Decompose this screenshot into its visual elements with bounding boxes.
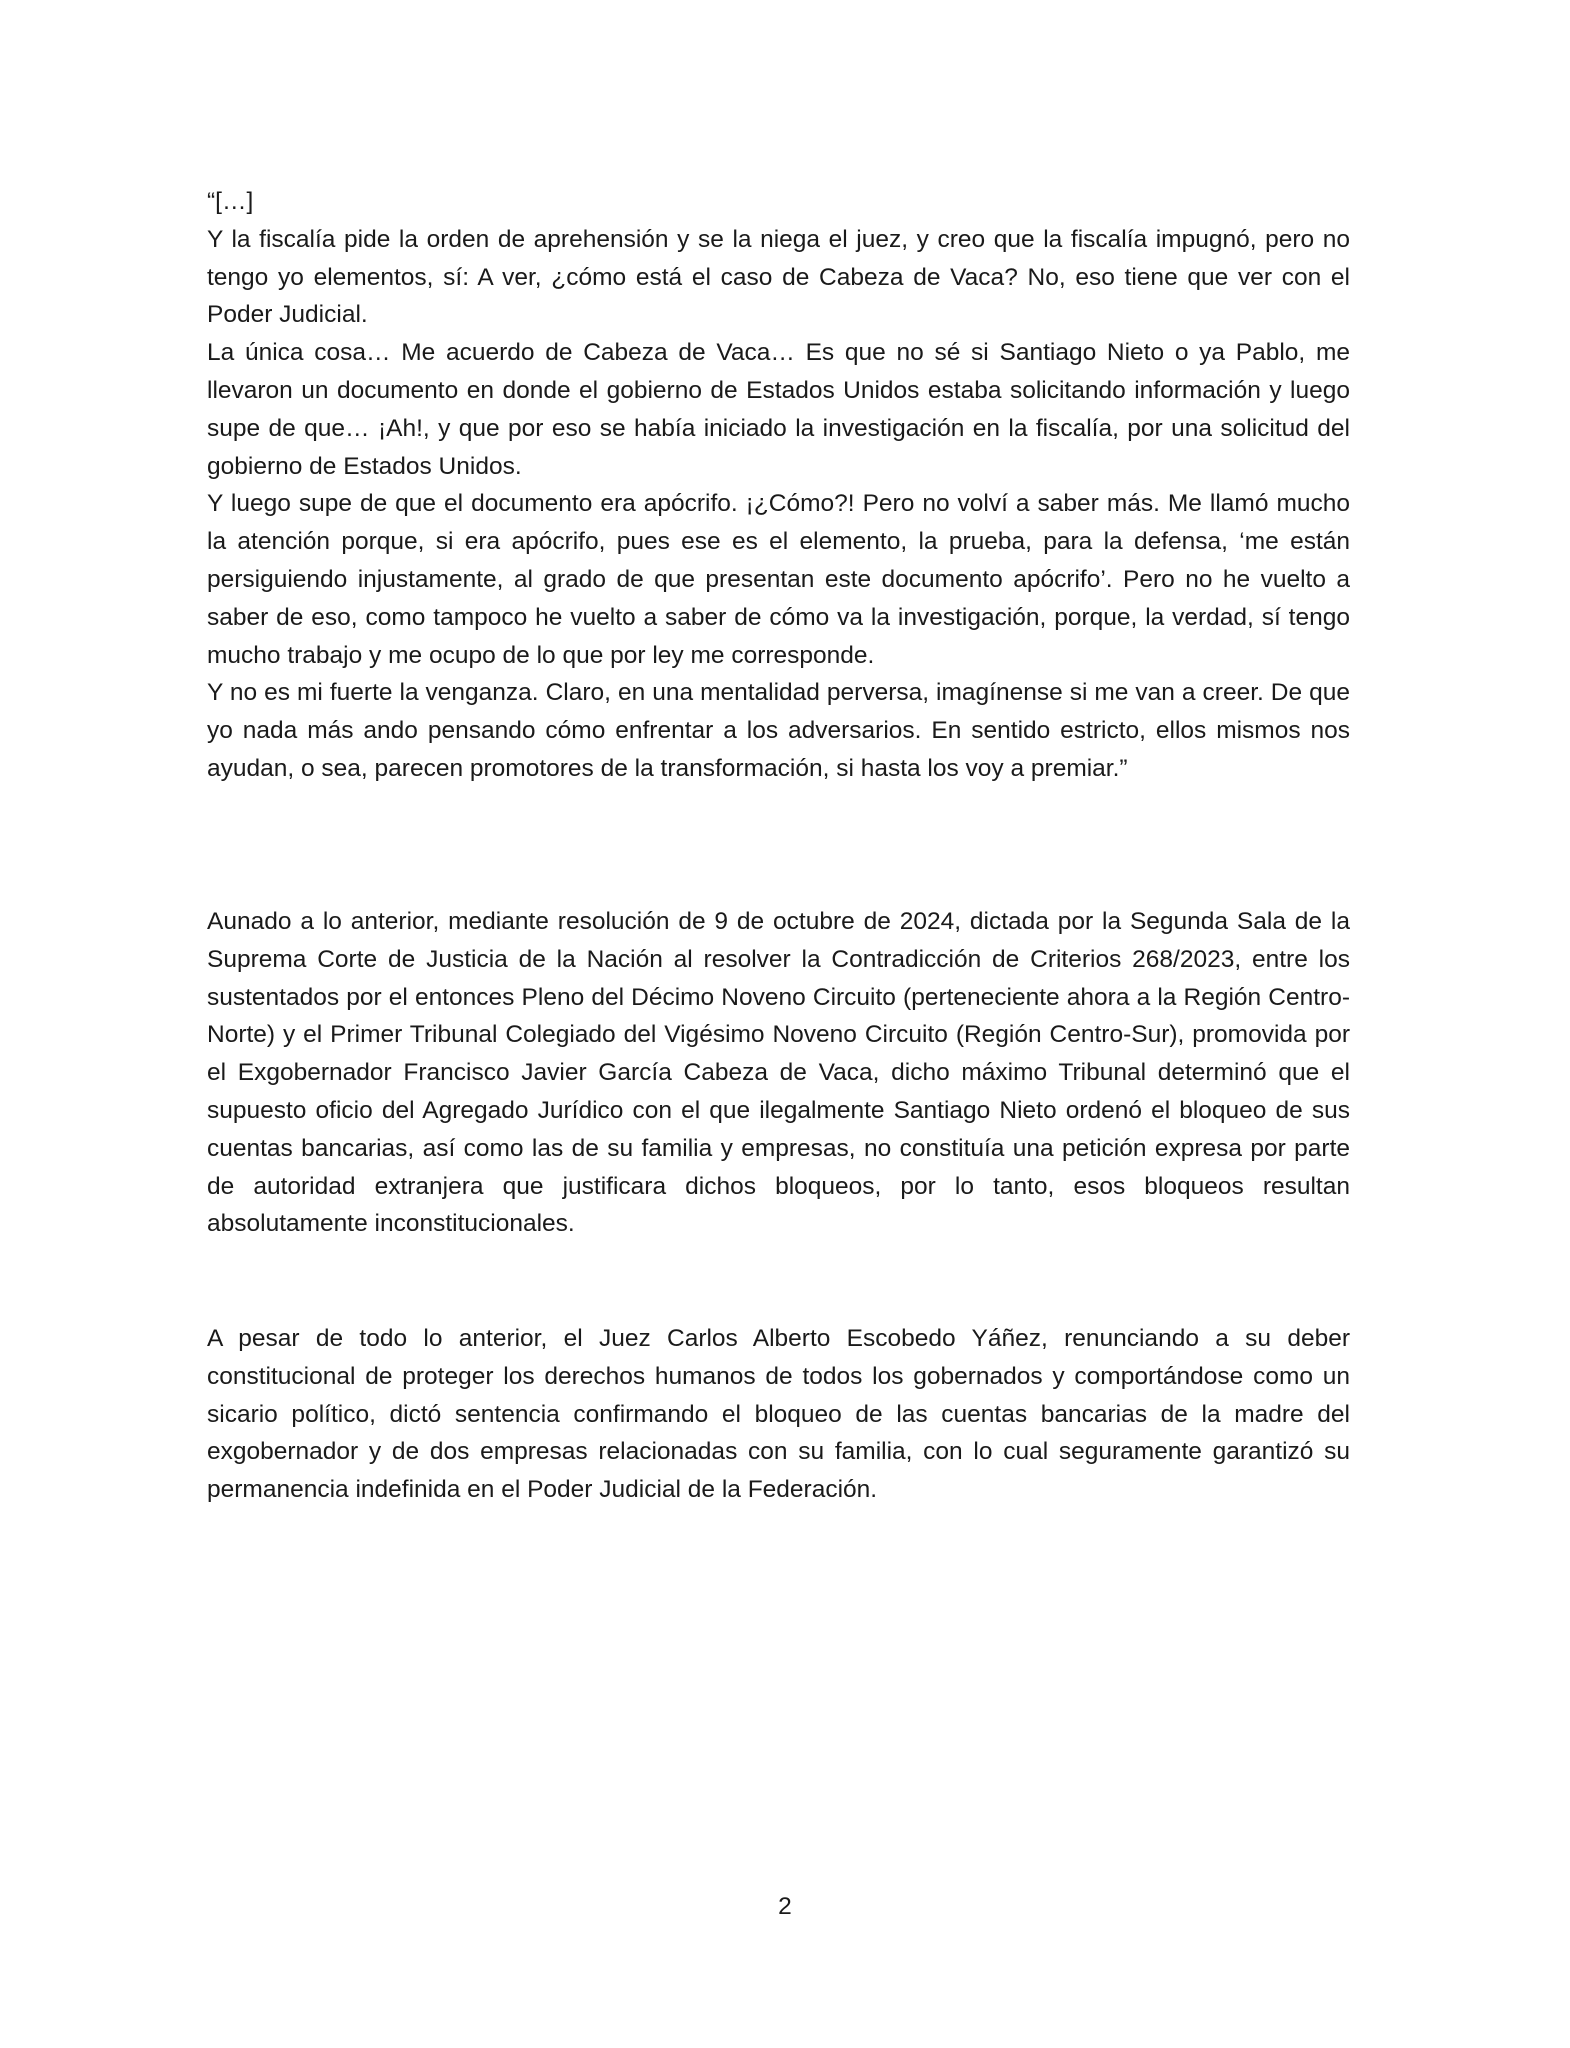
quote-paragraph: Y no es mi fuerte la venganza. Claro, en una mentalidad perversa, imagínense si me van a creer. De que yo nada más ando pensando cómo enfrentar a los adversarios. En sentido estricto, ellos mismos nos ayudan, o sea, parecen promotores de la transformación, si hasta los voy a premiar.”: [207, 679, 1350, 782]
body-paragraph: A pesar de todo lo anterior, el Juez Carlos Alberto Escobedo Yáñez, renunciando a su deber constitucional de proteger los derechos humanos de todos los gobernados y comportándose como un sicario político, dictó sentencia confirmando el bloqueo de las cuentas bancarias de la madre del exgobernador y de dos empresas relacionadas con su familia, con lo cual seguramente garantizó su permanencia indefinida en el Poder Judicial de la Federación.: [207, 1325, 1350, 1504]
page-number: 2: [778, 1893, 792, 1920]
quote-paragraph: La única cosa… Me acuerdo de Cabeza de Vaca… Es que no sé si Santiago Nieto o ya Pablo, me llevaron un documento en donde el gobierno de Estados Unidos estaba solicitando información y luego supe de que… ¡Ah!, y que por eso se había iniciado la investigación en la fiscalía, por una solicitud del gobierno de Estados Unidos.: [207, 339, 1350, 480]
body-paragraph: Aunado a lo anterior, mediante resolución de 9 de octubre de 2024, dictada por la Segunda Sala de la Suprema Corte de Justicia de la Nación al resolver la Contradicción de Criterios 268/2023, entre los sustentados por el entonces Pleno del Décimo Noveno Circuito (perteneciente ahora a la Región Centro-Norte) y el Primer Tribunal Colegiado del Vigésimo Noveno Circuito (Región Centro-Sur), promovida por el Exgobernador Francisco Javier García Cabeza de Vaca, dicho máximo Tribunal determinó que el supuesto oficio del Agregado Jurídico con el que ilegalmente Santiago Nieto ordenó el bloqueo de sus cuentas bancarias, así como las de su familia y empresas, no constituía una petición expresa por parte de autoridad extranjera que justificara dichos bloqueos, por lo tanto, esos bloqueos resultan absolutamente inconstitucionales.: [207, 908, 1350, 1238]
body-section-resolution: [207, 903, 1350, 1243]
quoted-statement: [207, 183, 1350, 788]
body-section-judge: [207, 1320, 1350, 1509]
quote-paragraph: Y la fiscalía pide la orden de aprehensión y se la niega el juez, y creo que la fiscalía impugnó, pero no tengo yo elementos, sí: A ver, ¿cómo está el caso de Cabeza de Vaca? No, eso tiene que ver con el Poder Judicial.: [207, 225, 1350, 329]
quote-paragraph: Y luego supe de que el documento era apócrifo. ¡¿Cómo?! Pero no volví a saber más. Me llamó mucho la atención porque, si era apócrifo, pues ese es el elemento, la prueba, para la defensa, ‘me están persiguiendo injustamente, al grado de que presentan este documento apócrifo’. Pero no he vuelto a saber de eso, como tampoco he vuelto a saber de cómo va la investigación, porque, la verdad, sí tengo mucho trabajo y me ocupo de lo que por ley me corresponde.: [207, 490, 1350, 669]
quote-opening: “[…]: [207, 188, 254, 215]
